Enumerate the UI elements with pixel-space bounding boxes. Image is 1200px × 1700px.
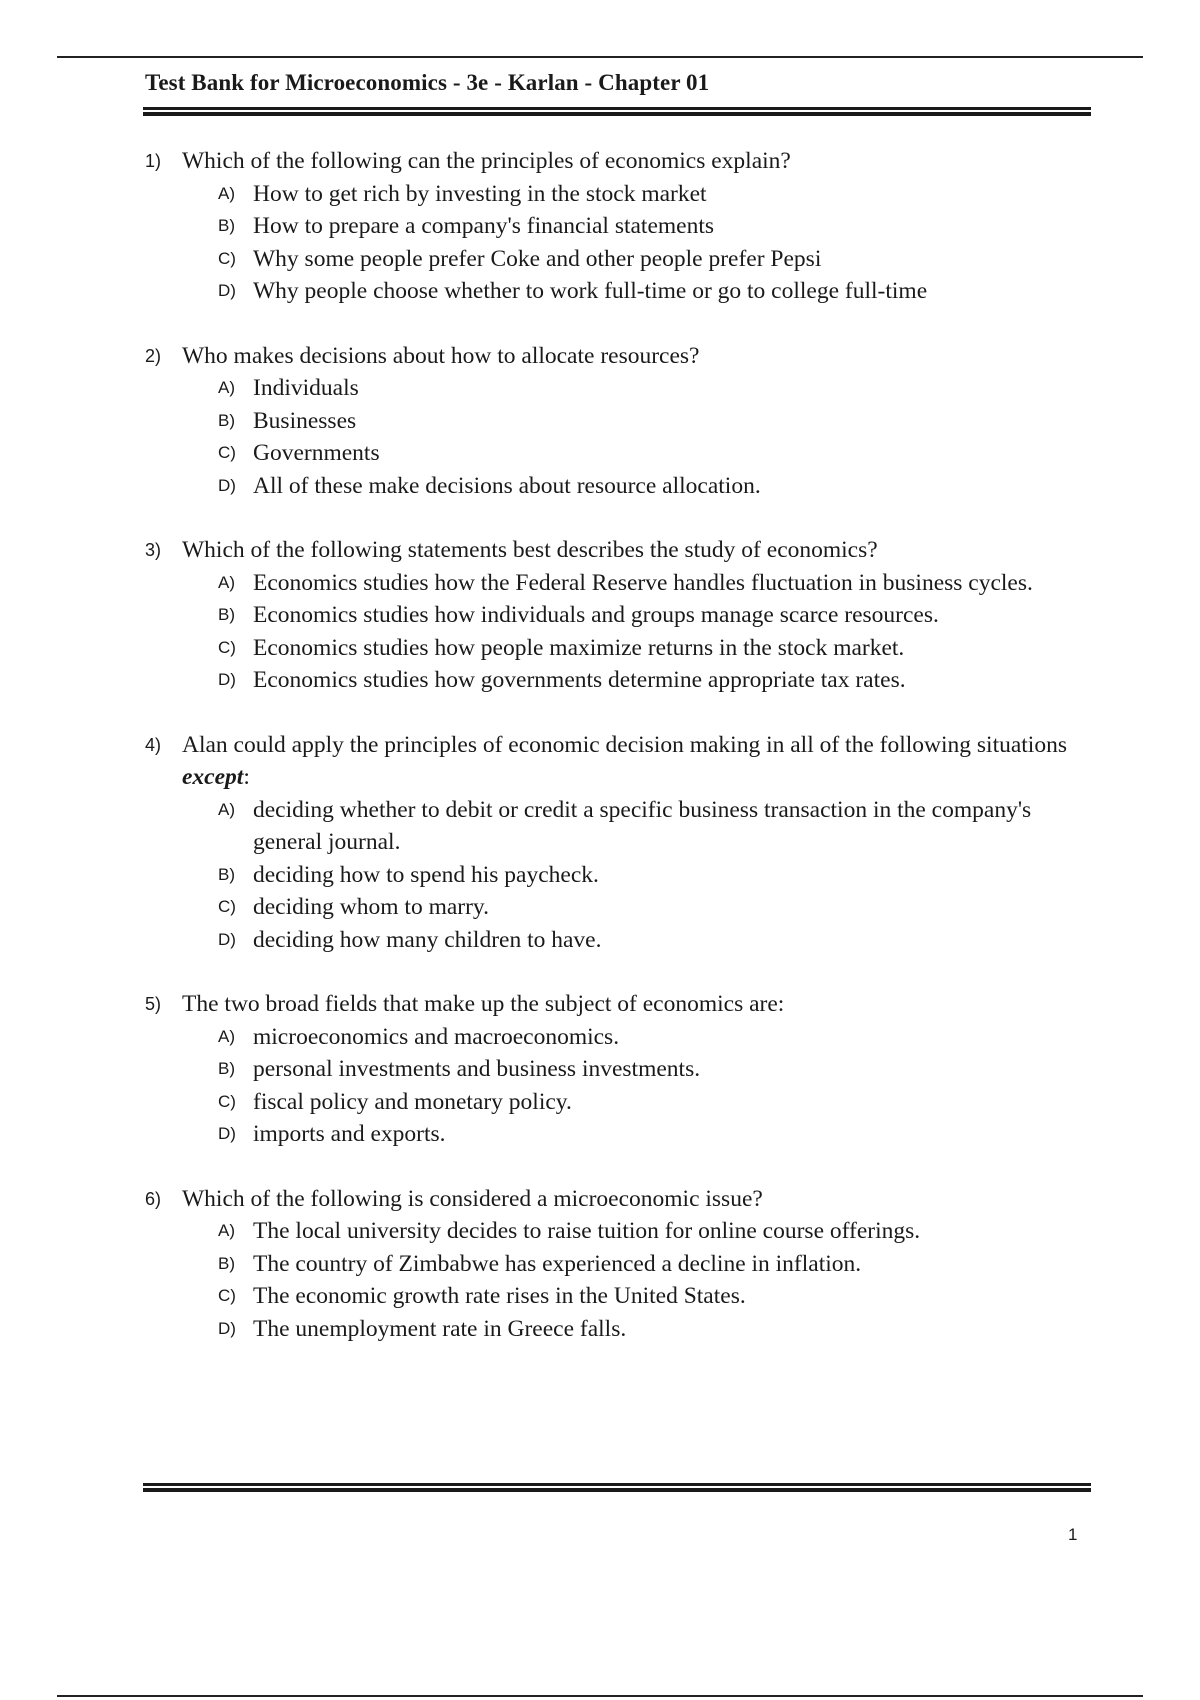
answer-options — [145, 794, 1095, 957]
question-3 — [145, 534, 1095, 697]
answer-option — [145, 1021, 1095, 1054]
question-5 — [145, 988, 1095, 1151]
option-letter: A) — [218, 1221, 235, 1240]
option-text: Economics studies how individuals and groups manage scarce resources. — [253, 602, 939, 628]
answer-option — [145, 1215, 1095, 1248]
answer-option — [145, 1248, 1095, 1281]
option-text: imports and exports. — [253, 1121, 446, 1147]
question-text: Which of the following is considered a microeconomic issue? — [182, 1185, 763, 1212]
answer-option — [145, 372, 1095, 405]
option-letter: C) — [218, 443, 236, 462]
option-text: Individuals — [253, 375, 359, 401]
answer-option — [145, 405, 1095, 438]
option-text: deciding how many children to have. — [253, 926, 602, 953]
question-number: 5) — [145, 994, 162, 1014]
option-text: deciding how to spend his paycheck. — [253, 861, 599, 888]
option-text: How to get rich by investing in the stock market — [253, 180, 707, 207]
question-emphasis: except — [182, 764, 244, 790]
option-text: The country of Zimbabwe has experienced a decline in inflation. — [253, 1250, 862, 1277]
question-text: Which of the following can the principles of economics explain? — [182, 148, 791, 174]
option-letter: A) — [218, 799, 235, 819]
question-number: 4) — [145, 734, 162, 755]
option-letter: B) — [218, 410, 235, 430]
question-number: 6) — [145, 1188, 162, 1209]
option-letter: C) — [218, 1091, 236, 1111]
option-letter: B) — [218, 605, 235, 624]
question-2 — [145, 340, 1095, 503]
footer-divider — [143, 1483, 1091, 1492]
option-text: Economics studies how governments determine appropriate tax rates. — [253, 667, 906, 693]
question-4 — [145, 729, 1095, 957]
option-text: Economics studies how the Federal Reserve handles fluctuation in business cycles. — [253, 569, 1033, 596]
option-letter: C) — [218, 897, 236, 916]
answer-options — [145, 178, 1095, 308]
question-1 — [145, 145, 1095, 308]
option-letter: A) — [218, 1026, 235, 1046]
answer-option — [145, 1053, 1095, 1086]
option-text: Businesses — [253, 407, 357, 434]
option-text: All of these make decisions about resource allocation. — [253, 472, 761, 499]
answer-option — [145, 437, 1095, 470]
option-text: The local university decides to raise tuition for online course offerings. — [253, 1218, 921, 1244]
page-number: 1 — [1068, 1525, 1078, 1544]
option-letter: B) — [218, 864, 235, 884]
answer-options — [145, 1021, 1095, 1151]
answer-option — [145, 243, 1095, 276]
option-letter: D) — [218, 475, 236, 495]
answer-option — [145, 859, 1095, 892]
question-text: Who makes decisions about how to allocate resources? — [182, 342, 700, 369]
page-bottom-border — [57, 1695, 1143, 1697]
question-list — [145, 145, 1095, 1377]
page-title: Test Bank for Microeconomics - 3e - Karlan - Chapter 01 — [145, 70, 710, 95]
page-top-border — [57, 56, 1143, 58]
option-text: personal investments and business investments. — [253, 1056, 701, 1082]
option-text: microeconomics and macroeconomics. — [253, 1023, 620, 1050]
answer-option — [145, 178, 1095, 211]
option-text: Why people choose whether to work full-time or go to college full-time — [253, 278, 928, 304]
question-suffix: : — [243, 764, 250, 790]
answer-option — [145, 1086, 1095, 1119]
answer-options — [145, 372, 1095, 502]
option-text: Economics studies how people maximize returns in the stock market. — [253, 634, 905, 661]
option-letter: A) — [218, 572, 235, 592]
option-letter: A) — [218, 378, 235, 397]
answer-option — [145, 599, 1095, 632]
option-letter: D) — [218, 670, 236, 689]
option-letter: B) — [218, 1253, 235, 1273]
question-number: 1) — [145, 151, 162, 171]
option-text: Why some people prefer Coke and other people prefer Pepsi — [253, 245, 822, 272]
answer-option — [145, 210, 1095, 243]
question-text: Alan could apply the principles of economic decision making in all of the following situations — [182, 731, 1067, 758]
option-text: deciding whom to marry. — [253, 894, 490, 920]
answer-option — [145, 567, 1095, 600]
option-letter: D) — [218, 929, 236, 949]
answer-option — [145, 664, 1095, 697]
option-letter: D) — [218, 1318, 236, 1338]
option-letter: D) — [218, 281, 236, 300]
answer-options — [145, 1215, 1095, 1345]
question-number: 2) — [145, 345, 162, 366]
option-letter: C) — [218, 1286, 236, 1305]
answer-option — [145, 1280, 1095, 1313]
option-letter: C) — [218, 248, 236, 268]
question-text-wrapper — [182, 729, 1095, 794]
answer-option — [145, 470, 1095, 503]
answer-option — [145, 632, 1095, 665]
header-divider — [143, 107, 1091, 116]
answer-option — [145, 1118, 1095, 1151]
option-text: The unemployment rate in Greece falls. — [253, 1315, 627, 1342]
option-text: fiscal policy and monetary policy. — [253, 1088, 572, 1115]
question-text: Which of the following statements best describes the study of economics? — [182, 537, 878, 563]
question-6 — [145, 1183, 1095, 1346]
answer-option — [145, 891, 1095, 924]
answer-options — [145, 567, 1095, 697]
option-text: How to prepare a company's financial statements — [253, 213, 715, 239]
option-text: The economic growth rate rises in the United States. — [253, 1283, 746, 1309]
option-text: deciding whether to debit or credit a specific business transaction in the company's general journal. — [253, 796, 1032, 855]
option-letter: B) — [218, 1059, 235, 1078]
question-number: 3) — [145, 540, 162, 560]
option-letter: A) — [218, 183, 235, 203]
option-text: Governments — [253, 440, 380, 466]
option-letter: D) — [218, 1124, 236, 1143]
option-letter: B) — [218, 216, 235, 235]
answer-option — [145, 275, 1095, 308]
answer-option — [145, 1313, 1095, 1346]
answer-option — [145, 794, 1095, 859]
question-text: The two broad fields that make up the subject of economics are: — [182, 991, 785, 1017]
answer-option — [145, 924, 1095, 957]
option-letter: C) — [218, 637, 236, 657]
